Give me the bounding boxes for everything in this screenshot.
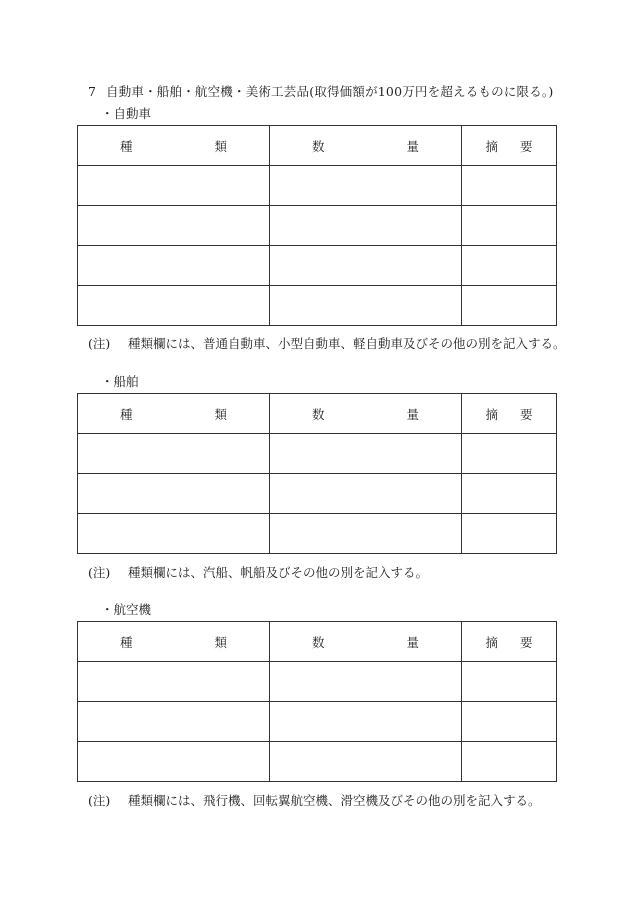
type-cell[interactable] (78, 206, 270, 246)
remarks-cell[interactable] (462, 434, 557, 474)
table-row (78, 474, 557, 514)
table-row (78, 662, 557, 702)
ship-section-title: ・船舶 (101, 374, 139, 389)
quantity-cell[interactable] (270, 434, 462, 474)
remarks-cell[interactable] (462, 206, 557, 246)
aircraft-note (88, 791, 541, 809)
aircraft-header-quantity (270, 622, 462, 662)
header-remarks-char-1: 摘 (485, 634, 498, 650)
section-number: 7 (88, 84, 97, 99)
type-cell[interactable] (78, 742, 270, 782)
header-qty-char-2: 量 (406, 138, 419, 154)
remarks-cell[interactable] (462, 474, 557, 514)
header-qty-char-1: 数 (312, 406, 325, 422)
table-row (78, 246, 557, 286)
type-cell[interactable] (78, 474, 270, 514)
car-header-remarks (462, 126, 557, 166)
car-note-tag: (注) (88, 336, 111, 351)
aircraft-section-title: ・航空機 (101, 602, 152, 617)
remarks-cell[interactable] (462, 742, 557, 782)
header-qty-char-1: 数 (312, 634, 325, 650)
car-header-type (78, 126, 270, 166)
ship-table (77, 393, 557, 554)
ship-header-remarks (462, 394, 557, 434)
remarks-cell[interactable] (462, 514, 557, 554)
type-cell[interactable] (78, 514, 270, 554)
quantity-cell[interactable] (270, 286, 462, 326)
car-note (88, 334, 566, 352)
car-table-header-row (78, 126, 557, 166)
aircraft-table (77, 621, 557, 782)
quantity-cell[interactable] (270, 514, 462, 554)
aircraft-header-type (78, 622, 270, 662)
header-remarks-char-2: 要 (520, 634, 533, 650)
header-type-char-2: 類 (214, 138, 227, 154)
table-row (78, 514, 557, 554)
aircraft-header-remarks (462, 622, 557, 662)
remarks-cell[interactable] (462, 702, 557, 742)
remarks-cell[interactable] (462, 286, 557, 326)
header-type-char-1: 種 (120, 138, 133, 154)
type-cell[interactable] (78, 166, 270, 206)
quantity-cell[interactable] (270, 702, 462, 742)
ship-note-text: 種類欄には、汽船、帆船及びその他の別を記入する。 (128, 565, 429, 580)
table-row (78, 286, 557, 326)
remarks-cell[interactable] (462, 662, 557, 702)
quantity-cell[interactable] (270, 206, 462, 246)
header-remarks-char-1: 摘 (485, 406, 498, 422)
quantity-cell[interactable] (270, 166, 462, 206)
table-row (78, 166, 557, 206)
quantity-cell[interactable] (270, 246, 462, 286)
ship-header-quantity (270, 394, 462, 434)
quantity-cell[interactable] (270, 474, 462, 514)
remarks-cell[interactable] (462, 166, 557, 206)
header-type-char-2: 類 (214, 634, 227, 650)
section-heading (88, 82, 553, 100)
header-qty-char-1: 数 (312, 138, 325, 154)
type-cell[interactable] (78, 286, 270, 326)
quantity-cell[interactable] (270, 742, 462, 782)
header-type-char-2: 類 (214, 406, 227, 422)
ship-note (88, 563, 428, 581)
header-remarks-char-2: 要 (520, 406, 533, 422)
remarks-cell[interactable] (462, 246, 557, 286)
type-cell[interactable] (78, 246, 270, 286)
table-row (78, 434, 557, 474)
type-cell[interactable] (78, 434, 270, 474)
header-type-char-1: 種 (120, 634, 133, 650)
car-note-text: 種類欄には、普通自動車、小型自動車、軽自動車及びその他の別を記入する。 (128, 336, 566, 351)
header-qty-char-2: 量 (406, 406, 419, 422)
aircraft-table-header-row (78, 622, 557, 662)
table-row (78, 702, 557, 742)
header-remarks-char-1: 摘 (485, 138, 498, 154)
type-cell[interactable] (78, 702, 270, 742)
type-cell[interactable] (78, 662, 270, 702)
header-remarks-char-2: 要 (520, 138, 533, 154)
table-row (78, 742, 557, 782)
aircraft-note-text: 種類欄には、飛行機、回転翼航空機、滑空機及びその他の別を記入する。 (128, 793, 541, 808)
ship-note-tag: (注) (88, 565, 111, 580)
aircraft-note-tag: (注) (88, 793, 111, 808)
car-header-quantity (270, 126, 462, 166)
header-qty-char-2: 量 (406, 634, 419, 650)
section-heading-text: 自動車・船舶・航空機・美術工芸品(取得価額が100万円を超えるものに限る。) (106, 84, 554, 99)
ship-header-type (78, 394, 270, 434)
quantity-cell[interactable] (270, 662, 462, 702)
car-section-title: ・自動車 (101, 106, 152, 121)
car-table (77, 125, 557, 326)
table-row (78, 206, 557, 246)
ship-table-header-row (78, 394, 557, 434)
header-type-char-1: 種 (120, 406, 133, 422)
